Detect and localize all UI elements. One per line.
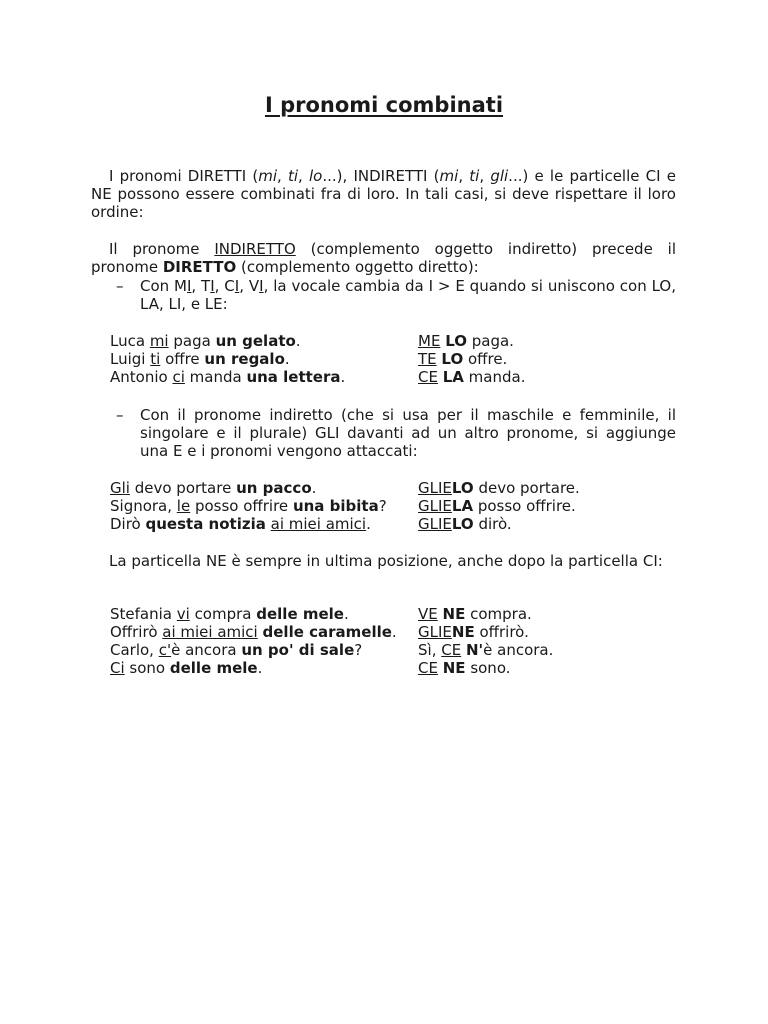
text-run: Il pronome: [109, 240, 215, 258]
example-row: [0, 623, 768, 641]
text-run: un gelato: [215, 332, 296, 350]
text-run: LO: [445, 332, 467, 350]
example-row: [0, 497, 768, 515]
text-run: I: [234, 277, 240, 295]
text-run: c': [158, 641, 172, 659]
example-sentence: [110, 350, 290, 368]
text-run: .: [340, 368, 346, 386]
example-row: [0, 641, 768, 659]
text-run: N': [465, 641, 484, 659]
ne-text: [109, 552, 663, 570]
text-run: VE: [418, 605, 438, 623]
text-run: devo portare: [129, 479, 237, 497]
example-sentence: [110, 368, 345, 386]
text-run: ti: [469, 167, 480, 185]
text-run: Sì,: [418, 641, 442, 659]
text-run: devo portare.: [473, 479, 580, 497]
example-transformed: [418, 623, 529, 641]
rule-text: [91, 240, 676, 276]
text-run: GLIE: [418, 515, 452, 533]
text-run: ai miei amici: [270, 515, 367, 533]
text-run: DIRETTO: [162, 258, 237, 276]
example-transformed: [418, 515, 512, 533]
text-run: paga.: [466, 332, 514, 350]
text-run: lo: [309, 167, 323, 185]
text-run: ,: [298, 167, 309, 185]
text-run: LO: [451, 479, 474, 497]
text-run: posso offrire.: [473, 497, 576, 515]
text-run: TE: [418, 350, 437, 368]
text-run: vi: [176, 605, 190, 623]
text-run: GLIE: [418, 479, 452, 497]
text-run: LA: [451, 497, 474, 515]
text-run: sono.: [465, 659, 511, 677]
bullet-dash: –: [116, 406, 124, 424]
example-row: [0, 350, 768, 368]
example-row: [0, 368, 768, 386]
text-run: ai miei amici: [162, 623, 258, 641]
text-run: offrirò.: [474, 623, 529, 641]
bullet-vowel-change: [140, 277, 676, 313]
text-run: .: [295, 332, 301, 350]
text-run: mi: [439, 167, 459, 185]
text-run: Antonio: [110, 368, 173, 386]
text-run: GLIE: [418, 623, 452, 641]
ne-paragraph: [91, 552, 676, 570]
text-run: questa notizia: [145, 515, 266, 533]
text-run: LO: [451, 515, 474, 533]
text-run: ME: [418, 332, 441, 350]
example-row: [0, 659, 768, 677]
text-run: CE: [418, 659, 438, 677]
text-run: (complemento oggetto diretto):: [236, 258, 479, 276]
text-run: Gli: [110, 479, 130, 497]
bullet-gli: [140, 406, 676, 460]
text-run: Dirò: [110, 515, 146, 533]
text-run: ci: [172, 368, 185, 386]
example-sentence: [110, 497, 387, 515]
intro-text: [91, 167, 676, 221]
text-run: compra.: [465, 605, 532, 623]
text-run: I: [259, 277, 264, 295]
text-run: .: [284, 350, 290, 368]
text-run: (complemento oggetto indiretto) precede il pronome: [91, 240, 676, 276]
text-run: Carlo,: [110, 641, 159, 659]
text-run: I: [210, 277, 215, 295]
text-run: gli: [490, 167, 509, 185]
example-transformed: [418, 641, 553, 659]
example-sentence: [110, 659, 262, 677]
text-run: CE: [418, 368, 438, 386]
text-run: una bibita: [292, 497, 379, 515]
text-run: .: [366, 515, 371, 533]
text-run: .: [343, 605, 349, 623]
text-run: un pacco: [236, 479, 312, 497]
text-run: CE: [441, 641, 462, 659]
text-run: .: [391, 623, 397, 641]
text-run: LA: [442, 368, 464, 386]
example-sentence: [110, 515, 371, 533]
text-run: , C: [214, 277, 235, 295]
example-transformed: [418, 497, 576, 515]
text-run: paga: [168, 332, 216, 350]
text-run: sono: [124, 659, 170, 677]
example-sentence: [110, 623, 397, 641]
text-run: un regalo: [204, 350, 285, 368]
text-run: una lettera: [246, 368, 341, 386]
example-transformed: [418, 605, 532, 623]
text-run: manda.: [463, 368, 526, 386]
text-run: un po' di sale: [241, 641, 355, 659]
example-transformed: [418, 350, 507, 368]
example-sentence: [110, 605, 349, 623]
text-run: Con M: [140, 277, 187, 295]
text-run: manda: [184, 368, 247, 386]
text-run: ?: [354, 641, 363, 659]
page-title: I pronomi combinati: [264, 93, 504, 117]
text-run: La particella NE è sempre in ultima posizione, anche dopo la particella CI:: [109, 552, 663, 570]
text-run: ,: [479, 167, 491, 185]
text-run: compra: [189, 605, 257, 623]
text-run: offre: [160, 350, 205, 368]
text-run: mi: [149, 332, 169, 350]
text-run: NE: [442, 605, 466, 623]
text-run: Luigi: [110, 350, 151, 368]
bullet-vowel-change-text: [140, 277, 676, 313]
example-row: [0, 515, 768, 533]
example-sentence: [110, 332, 301, 350]
example-row: [0, 479, 768, 497]
text-run: NE: [442, 659, 466, 677]
bullet-gli-text: [140, 406, 676, 460]
text-run: delle mele: [169, 659, 258, 677]
example-row: [0, 332, 768, 350]
text-run: posso offrire: [190, 497, 293, 515]
example-transformed: [418, 659, 511, 677]
text-run: è ancora.: [483, 641, 554, 659]
text-run: dirò.: [473, 515, 512, 533]
example-row: [0, 605, 768, 623]
text-run: le: [176, 497, 191, 515]
text-run: ,: [458, 167, 470, 185]
example-transformed: [418, 332, 514, 350]
text-run: Stefania: [110, 605, 177, 623]
text-run: Offrirò: [110, 623, 163, 641]
text-run: I pronomi DIRETTI (: [109, 167, 259, 185]
text-run: , la vocale cambia da I > E quando si uniscono con LO, LA, LI, e LE:: [140, 277, 676, 313]
text-run: .: [311, 479, 317, 497]
rule-paragraph: [91, 240, 676, 276]
text-run: delle mele: [256, 605, 344, 623]
text-run: I: [186, 277, 192, 295]
text-run: , V: [239, 277, 260, 295]
text-run: ti: [150, 350, 161, 368]
example-sentence: [110, 641, 362, 659]
text-run: Luca: [110, 332, 150, 350]
example-transformed: [418, 479, 580, 497]
example-sentence: [110, 479, 316, 497]
text-run: ?: [378, 497, 387, 515]
text-run: è ancora: [171, 641, 242, 659]
text-run: ...) e le particelle CI e NE possono essere combinati fra di loro. In tali casi, si deve rispettare il loro ordine:: [91, 167, 676, 221]
text-run: offre.: [463, 350, 508, 368]
text-run: GLIE: [418, 497, 452, 515]
text-run: ...), INDIRETTI (: [322, 167, 440, 185]
text-run: .: [257, 659, 263, 677]
bullet-dash: –: [116, 277, 124, 295]
text-run: mi: [258, 167, 277, 185]
text-run: INDIRETTO: [214, 240, 296, 258]
text-run: , T: [191, 277, 211, 295]
intro-paragraph: [91, 167, 676, 221]
text-run: ti: [287, 167, 299, 185]
text-run: NE: [451, 623, 475, 641]
text-run: LO: [441, 350, 464, 368]
example-transformed: [418, 368, 525, 386]
text-run: delle caramelle: [262, 623, 392, 641]
text-run: Signora,: [110, 497, 177, 515]
text-run: Con il pronome indiretto (che si usa per il maschile e femminile, il singolare e il plurale) GLI davanti ad un altro pronome, si aggiunge una E e i pronomi vengono attaccati:: [140, 406, 676, 460]
text-run: Ci: [110, 659, 125, 677]
text-run: ,: [277, 167, 288, 185]
